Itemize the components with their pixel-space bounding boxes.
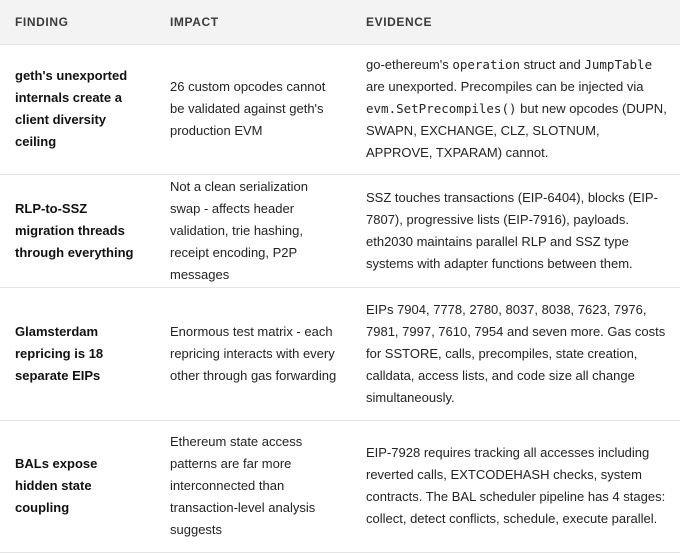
evidence-cell (352, 44, 680, 174)
finding-cell: geth's unexported internals create a client diversity ceiling (15, 68, 128, 149)
finding-cell: RLP-to-SSZ migration threads through everything (15, 200, 134, 260)
header-impact: IMPACT (155, 0, 352, 44)
table-row (0, 420, 680, 552)
table-body (0, 44, 680, 552)
table-row (0, 174, 680, 287)
finding-cell: Glamsterdam repricing is 18 separate EIPs (15, 323, 104, 383)
finding-cell: BALs expose hidden state coupling (15, 456, 98, 515)
code-setprecompiles: evm.SetPrecompiles() (366, 101, 517, 116)
evidence-text: struct and (520, 57, 585, 72)
impact-cell: 26 custom opcodes cannot be validated against geth's production EVM (170, 79, 326, 138)
table-row (0, 44, 680, 174)
impact-cell: Ethereum state access patterns are far more interconnected than transaction-level analysis suggests (170, 434, 316, 537)
evidence-cell: EIP-7928 requires tracking all accesses including reverted calls, EXTCODEHASH checks, system contracts. The BAL scheduler pipeline has 4 stages: collect, detect conflicts, schedule, execute parallel. (366, 445, 666, 526)
evidence-cell: EIPs 7904, 7778, 2780, 8037, 8038, 7623, 7976, 7981, 7997, 7610, 7954 and seven more. Gas costs for SSTORE, calls, precompiles, state creation, calldata, access lists, and code size all change simultaneously. (366, 301, 666, 405)
code-jumptable: JumpTable (584, 57, 653, 72)
header-evidence: EVIDENCE (352, 0, 680, 44)
header-finding: FINDING (0, 0, 155, 44)
code-operation: operation (452, 57, 521, 72)
header-row (0, 0, 680, 44)
table-header (0, 0, 680, 44)
evidence-text: go-ethereum's (366, 57, 453, 72)
evidence-text: are unexported. Precompiles can be injected via (366, 79, 644, 94)
impact-cell: Enormous test matrix - each repricing interacts with every other through gas forwarding (170, 323, 337, 383)
table-row (0, 287, 680, 420)
impact-cell: Not a clean serialization swap - affects header validation, trie hashing, receipt encoding, P2P messages (170, 178, 309, 282)
evidence-text: but new opcodes (DUPN, SWAPN, EXCHANGE, CLZ, SLOTNUM, APPROVE, TXPARAM) cannot. (366, 101, 667, 160)
evidence-cell: SSZ touches transactions (EIP-6404), blocks (EIP-7807), progressive lists (EIP-7916), payloads. eth2030 maintains parallel RLP and SSZ type systems with adapter functions between them. (366, 189, 658, 271)
